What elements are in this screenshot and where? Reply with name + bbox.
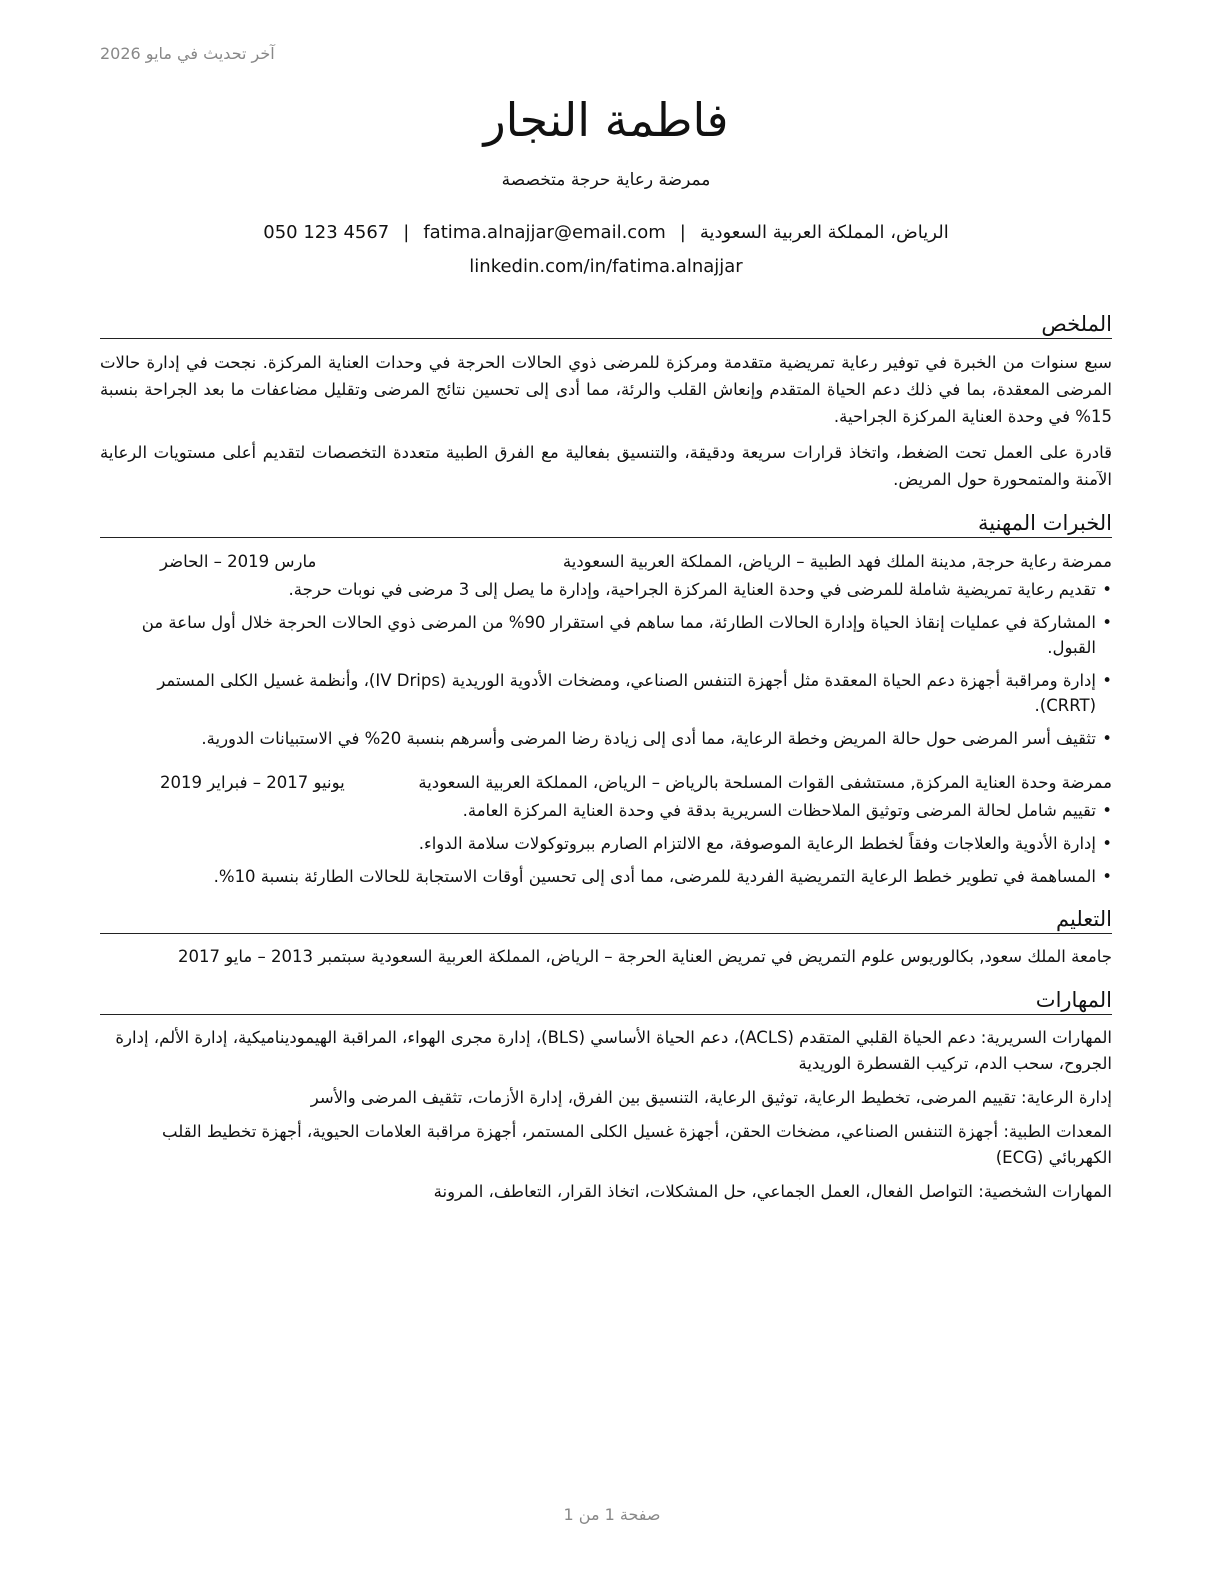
job-bullets — [100, 577, 1112, 751]
skill-line: المهارات السريرية: دعم الحياة القلبي المتقدم (ACLS)، دعم الحياة الأساسي (BLS)، إدارة مجرى الهواء، المراقبة الهيموديناميكية، إدارة الألم، إدارة الجروح، سحب الدم، تركيب القسطرة الوريدية — [115, 1028, 1112, 1073]
page-number: صفحة 1 من 1 — [563, 1505, 661, 1524]
linkedin-link[interactable]: linkedin.com/in/fatima.alnajjar — [469, 256, 743, 277]
experience-section — [100, 511, 1112, 889]
section-heading: المهارات — [100, 988, 1112, 1015]
summary-section — [100, 312, 1112, 493]
last-updated: آخر تحديث في مايو 2026 — [100, 44, 275, 63]
job-title: ممرضة رعاية حرجة متخصصة — [501, 170, 711, 190]
bullet-item: • إدارة الأدوية والعلاجات وفقاً لخطط الرعاية الموصوفة، مع الالتزام الصارم ببروتوكولات سلامة الدواء. — [100, 831, 1112, 856]
bullet-item: • تقييم شامل لحالة المرضى وتوثيق الملاحظات السريرية بدقة في وحدة العناية المركزة العامة. — [100, 798, 1112, 823]
education-section — [100, 907, 1112, 970]
skill-line: المعدات الطبية: أجهزة التنفس الصناعي، مضخات الحقن، أجهزة غسيل الكلى المستمر، أجهزة مراقبة العلامات الحيوية، أجهزة تخطيط القلب الكهربائي (ECG) — [162, 1122, 1112, 1167]
skill-line: إدارة الرعاية: تقييم المرضى، تخطيط الرعاية، توثيق الرعاية، التنسيق بين الفرق، إدارة الأزمات، تثقيف المرضى والأسر — [310, 1088, 1112, 1107]
job-header — [100, 548, 1112, 575]
skill-line: المهارات الشخصية: التواصل الفعال، العمل الجماعي، حل المشكلات، اتخاذ القرار، التعاطف، المرونة — [433, 1182, 1112, 1201]
section-heading: الملخص — [100, 312, 1112, 339]
summary-paragraph: قادرة على العمل تحت الضغط، واتخاذ قرارات سريعة ودقيقة، والتنسيق بفعالية مع الفرق الطبية متعددة التخصصات لتقديم أعلى مستويات الرعاية الآمنة والمتمحورة حول المريض. — [100, 443, 1112, 489]
education-entry: جامعة الملك سعود, بكالوريوس علوم التمريض في تمريض العناية الحرجة – الرياض، المملكة العربية السعودية سبتمبر 2013 – مايو 2017 — [178, 947, 1112, 966]
bullet-item: • المساهمة في تطوير خطط الرعاية التمريضية الفردية للمرضى، مما أدى إلى تحسين أوقات الاستجابة للحالات الطارئة بنسبة 10%. — [100, 864, 1112, 889]
contact-line — [100, 216, 1112, 250]
email-link[interactable]: fatima.alnajjar@email.com — [423, 222, 666, 243]
location: الرياض، المملكة العربية السعودية — [699, 222, 949, 243]
job-dates: يونيو 2017 – فبراير 2019 — [160, 773, 345, 792]
section-heading: التعليم — [100, 907, 1112, 934]
phone: 050 123 4567 — [263, 222, 390, 243]
job-role: ممرضة وحدة العناية المركزة, مستشفى القوات المسلحة بالرياض – الرياض، المملكة العربية السعودية — [418, 773, 1112, 792]
job-dates: مارس 2019 – الحاضر — [160, 552, 317, 571]
candidate-name: فاطمة النجار — [483, 93, 729, 147]
bullet-item: • تقديم رعاية تمريضية شاملة للمرضى في وحدة العناية المركزة الجراحية، وإدارة ما يصل إلى 3 مرضى في نوبات حرجة. — [100, 577, 1112, 602]
resume-page — [100, 90, 1112, 1213]
skills-section — [100, 988, 1112, 1205]
job-header — [100, 769, 1112, 796]
bullet-item: • إدارة ومراقبة أجهزة دعم الحياة المعقدة مثل أجهزة التنفس الصناعي، ومضخات الأدوية الوريدية (IV Drips)، وأنظمة غسيل الكلى المستمر (CRRT). — [100, 668, 1112, 718]
bullet-item: • المشاركة في عمليات إنقاذ الحياة وإدارة الحالات الطارئة، مما ساهم في استقرار 90% من المرضى ذوي الحالات الحرجة خلال أول ساعة من القبول. — [100, 610, 1112, 660]
job-bullets — [100, 798, 1112, 889]
contact-info — [100, 216, 1112, 284]
separator: | — [679, 222, 686, 243]
job-role: ممرضة رعاية حرجة, مدينة الملك فهد الطبية – الرياض، المملكة العربية السعودية — [562, 552, 1112, 571]
section-heading: الخبرات المهنية — [100, 511, 1112, 538]
bullet-item: • تثقيف أسر المرضى حول حالة المريض وخطة الرعاية، مما أدى إلى زيادة رضا المرضى وأسرهم بنسبة 20% في الاستبيانات الدورية. — [100, 726, 1112, 751]
summary-paragraph: سبع سنوات من الخبرة في توفير رعاية تمريضية متقدمة ومركزة للمرضى ذوي الحالات الحرجة في وحدات العناية المركزة. نجحت في إدارة حالات المرضى المعقدة، بما في ذلك دعم الحياة المتقدم وإنعاش القلب والرئة، مما أدى إلى تحسين نتائج المرضى وتقليل مضاعفات ما بعد الجراحة بنسبة 15% في وحدة العناية المركزة الجراحية. — [100, 353, 1112, 426]
separator: | — [403, 222, 410, 243]
